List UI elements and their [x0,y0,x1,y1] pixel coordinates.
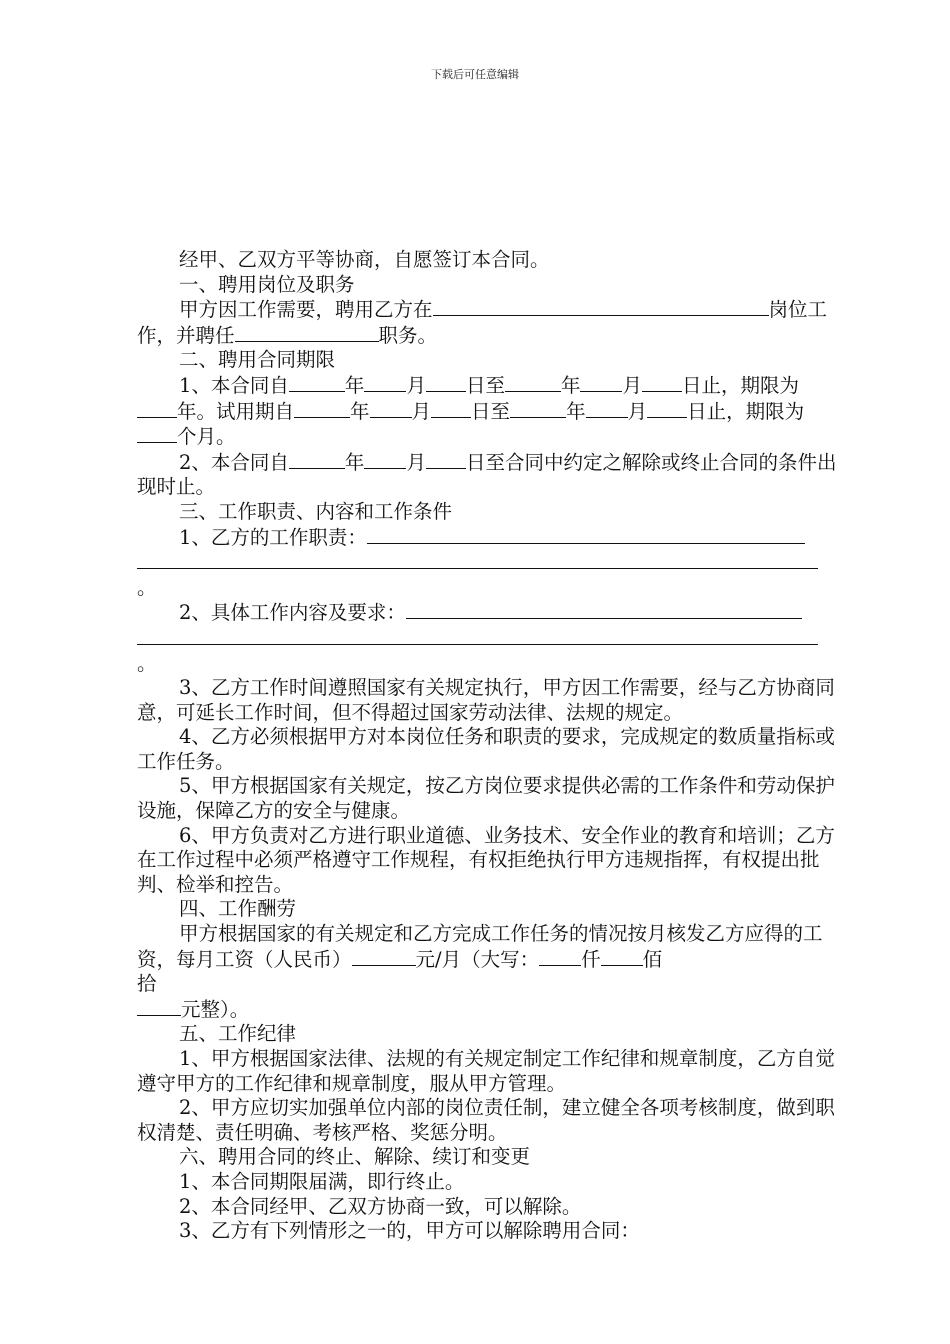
blank-day[interactable] [426,373,466,392]
section-5-item-1: 1、甲方根据国家法律、法规的有关规定制定工作纪律和规章制度，乙方自觉遵守甲方的工作纪律和规章制度，服从甲方管理。 [137,1047,835,1095]
blank-position[interactable] [433,297,769,316]
section-1-title: 一、聘用岗位及职务 [179,272,355,296]
section-6-item-2: 2、本合同经甲、乙双方协商一致，可以解除。 [179,1194,582,1218]
blank-months[interactable] [137,424,177,443]
section-3-item-1-continued: 。 [137,550,837,600]
blank-year[interactable] [505,373,561,392]
header-note: 下载后可任意编辑 [431,68,519,81]
section-5-item-2: 2、甲方应切实加强单位内部的岗位责任制，建立健全各项考核制度，做到职权清楚、责任明确、考核严格、奖惩分明。 [137,1096,835,1144]
section-3-item-1: 1、乙方的工作职责： [137,525,837,551]
blank-day[interactable] [642,373,682,392]
section-3-item-2-continued: 。 [137,626,837,676]
blank-day[interactable] [426,450,466,469]
blank-month[interactable] [364,373,406,392]
section-2-title: 二、聘用合同期限 [179,348,336,372]
section-4-paragraph: 甲方根据国家的有关规定和乙方完成工作任务的情况按月核发乙方应得的工资，每月工资（人民币） 元/月（大写： 仟 佰 拾 元整）。 [137,922,823,1021]
blank-month[interactable] [586,399,628,418]
blank-day[interactable] [431,399,471,418]
blank-requirements-line-2[interactable] [137,626,818,645]
blank-year[interactable] [289,373,345,392]
section-5-title: 五、工作纪律 [179,1022,297,1046]
blank-years[interactable] [137,399,177,418]
section-4-title: 四、工作酬劳 [179,897,297,921]
blank-duty[interactable] [235,323,379,342]
blank-hundreds[interactable] [601,947,643,966]
section-3-item-2: 2、具体工作内容及要求： [137,600,837,626]
section-2-paragraph-2: 2、本合同自 年 月 日至合同中约定之解除或终止合同的条件出现时止。 [137,450,837,499]
section-3-item-5: 5、甲方根据国家有关规定，按乙方岗位要求提供必需的工作条件和劳动保护设施，保障乙方的安全与健康。 [137,774,835,823]
blank-year[interactable] [510,399,566,418]
blank-duties-line-2[interactable] [137,550,818,569]
intro-paragraph: 经甲、乙双方平等协商，自愿签订本合同。 [179,248,550,271]
section-3-item-3: 3、乙方工作时间遵照国家有关规定执行，甲方因工作需要，经与乙方协商同意，可延长工作时间，但不得超过国家劳动法律、法规的规定。 [137,676,835,724]
blank-units[interactable] [137,997,181,1016]
blank-month[interactable] [370,399,412,418]
blank-day[interactable] [647,399,687,418]
section-6-title: 六、聘用合同的终止、解除、续订和变更 [179,1145,531,1169]
blank-year[interactable] [294,399,350,418]
blank-thousands[interactable] [539,947,581,966]
section-6-item-3: 3、乙方有下列情形之一的，甲方可以解除聘用合同： [179,1219,640,1243]
blank-month[interactable] [364,450,406,469]
section-3-item-6: 6、甲方负责对乙方进行职业道德、业务技术、安全作业的教育和培训；乙方在工作过程中必须严格遵守工作规程，有权拒绝执行甲方违规指挥，有权提出批判、检举和控告。 [137,823,835,896]
blank-requirements[interactable] [406,600,802,619]
blank-month[interactable] [580,373,622,392]
blank-year[interactable] [289,450,345,469]
section-3-item-4: 4、乙方必须根据甲方对本岗位任务和职责的要求，完成规定的数质量指标或工作任务。 [137,725,835,773]
section-6-item-1: 1、本合同期限届满，即行终止。 [179,1169,465,1193]
blank-wage[interactable] [352,947,416,966]
blank-duties[interactable] [367,525,805,544]
section-3-title: 三、工作职责、内容和工作条件 [179,499,453,523]
contract-body [137,248,837,1244]
section-2-paragraph-1: 1、本合同自 年 月 日至 年 月 日止，期限为年。试用期自 年 月 日至 年 月 日止，期限为个月。 [137,373,837,450]
section-1-paragraph: 甲方因工作需要，聘用乙方在 岗位工作，并聘任 职务。 [137,298,828,347]
